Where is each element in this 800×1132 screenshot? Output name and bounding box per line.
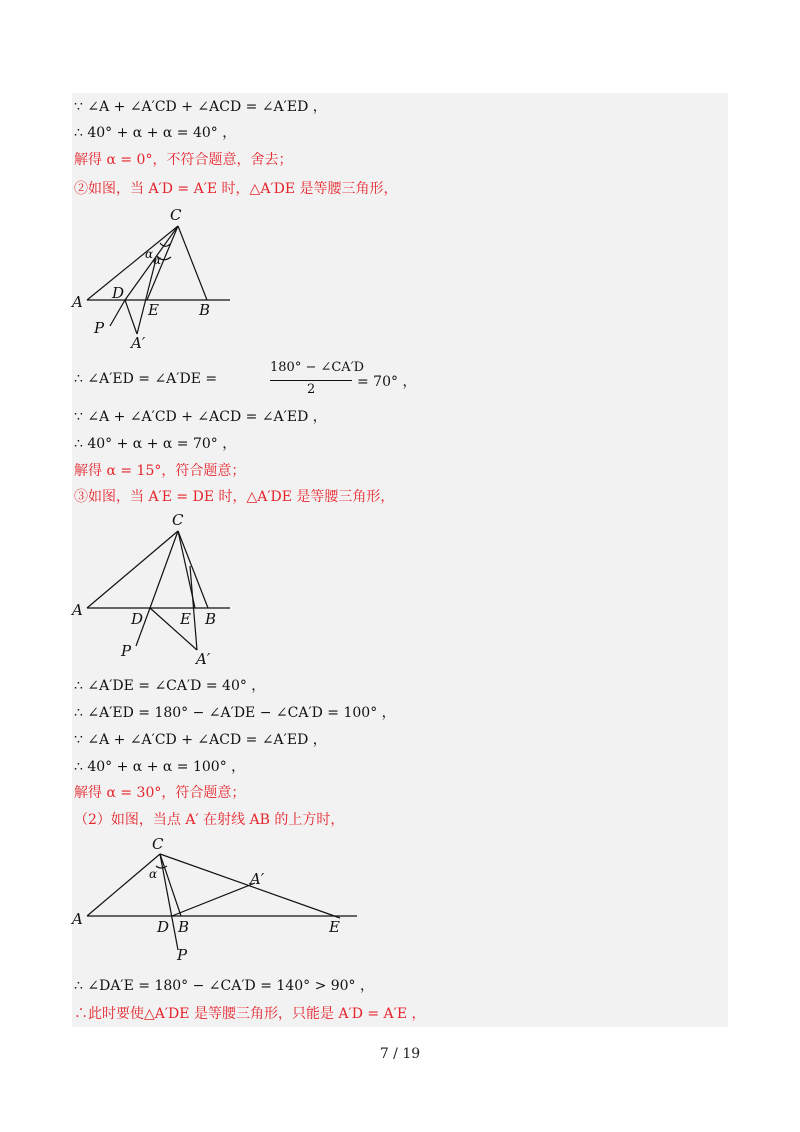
- fig1-label-p: P: [94, 319, 105, 337]
- fraction-denominator: 2: [307, 382, 316, 397]
- fig3-label-alpha: α: [149, 867, 158, 881]
- fig1-label-c: C: [170, 206, 182, 224]
- line-because-2: ∵ ∠A + ∠A′CD + ∠ACD = ∠A′ED ，: [74, 409, 327, 425]
- fig1-label-alpha-2: α: [153, 253, 162, 267]
- fig3-label-e: E: [329, 918, 340, 936]
- fig3-label-a: A: [72, 910, 83, 928]
- fig2-label-b: B: [205, 610, 217, 628]
- fig3-label-p: P: [177, 946, 188, 964]
- fraction-suffix: = 70° ，: [357, 374, 417, 390]
- line-solution-1: 解得 α = 0°，不符合题意，舍去；: [74, 152, 293, 168]
- fraction-line: [74, 360, 694, 400]
- fig2-label-p: P: [121, 642, 132, 660]
- fig1-label-a: A: [72, 293, 83, 311]
- fig2-label-a: A: [72, 601, 83, 619]
- line-therefore-4: ∴ ∠A′ED = 180° − ∠A′DE − ∠CA′D = 100° ，: [74, 705, 396, 721]
- fig2-label-e: E: [180, 610, 191, 628]
- fig1-label-b: B: [199, 301, 211, 319]
- fig1-label-a-prime: A′: [131, 334, 146, 352]
- fig2-label-a-prime: A′: [196, 650, 211, 668]
- line-therefore-3: ∴ ∠A′DE = ∠CA′D = 40° ，: [74, 678, 266, 694]
- line-therefore-5: ∴ 40° + α + α = 100° ，: [74, 759, 246, 775]
- fig2-label-c: C: [172, 511, 184, 529]
- line-case-2: ②如图，当 A′D = A′E 时，△A′DE 是等腰三角形，: [74, 181, 398, 197]
- fraction-numerator: 180° − ∠CA′D: [270, 360, 365, 375]
- line-because-1: ∵ ∠A + ∠A′CD + ∠ACD = ∠A′ED ，: [74, 99, 327, 115]
- fig3-label-d: D: [157, 918, 170, 936]
- line-therefore-6: ∴ ∠DA′E = 180° − ∠CA′D = 140° > 90° ，: [74, 978, 375, 994]
- fig3-label-a-prime: A′: [250, 870, 265, 888]
- figure-2: [87, 531, 230, 650]
- fraction-prefix: ∴ ∠A′ED = ∠A′DE =: [74, 371, 218, 387]
- fig3-label-b: B: [178, 918, 190, 936]
- line-therefore-2: ∴ 40° + α + α = 70° ，: [74, 436, 237, 452]
- fig1-label-alpha-1: α: [145, 247, 154, 261]
- line-solution-3: 解得 α = 30°，符合题意；: [74, 785, 246, 801]
- line-solution-2: 解得 α = 15°，符合题意；: [74, 463, 246, 479]
- line-part-2: （2）如图，当点 A′ 在射线 AB 的上方时，: [74, 812, 345, 828]
- line-therefore-1: ∴ 40° + α + α = 40° ，: [74, 125, 237, 141]
- line-because-3: ∵ ∠A + ∠A′CD + ∠ACD = ∠A′ED ，: [74, 732, 327, 748]
- fig1-label-d: D: [112, 284, 125, 302]
- fig3-label-c: C: [152, 835, 164, 853]
- page-number: 7 / 19: [379, 1046, 421, 1062]
- line-conclusion: ∴此时要使△A′DE 是等腰三角形，只能是 A′D = A′E ，: [74, 1006, 426, 1022]
- line-case-3: ③如图，当 A′E = DE 时，△A′DE 是等腰三角形，: [74, 489, 395, 505]
- fig1-label-e: E: [148, 301, 159, 319]
- fig2-label-d: D: [131, 610, 144, 628]
- fraction-bar: [270, 380, 352, 381]
- figure-3: [87, 854, 357, 950]
